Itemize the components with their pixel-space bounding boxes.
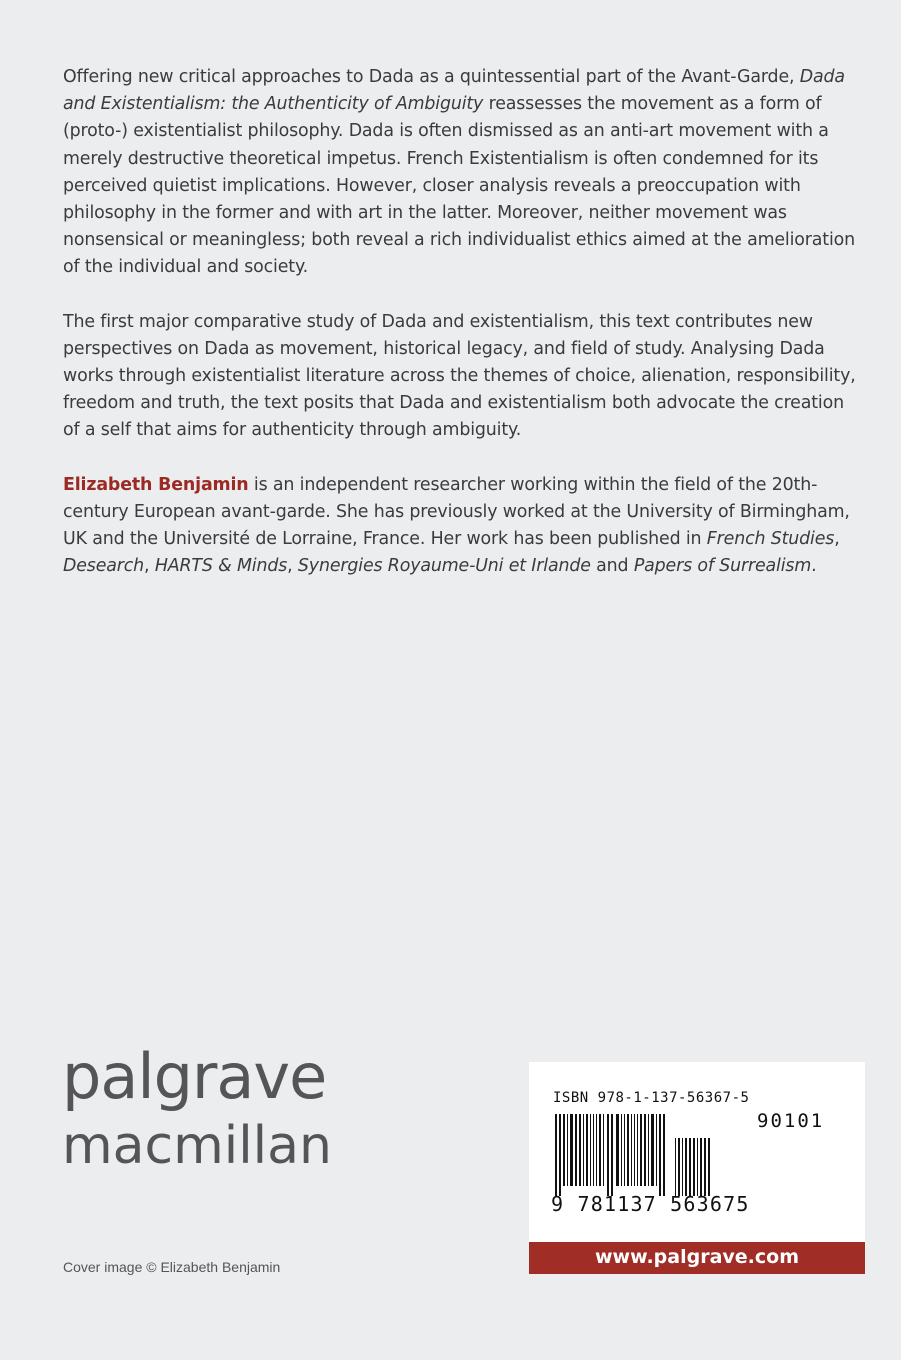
barcode-addon-digits: 90101 <box>757 1110 825 1132</box>
barcode-bar <box>570 1114 573 1186</box>
barcode-bar <box>640 1114 642 1186</box>
publication-title: French Studies <box>706 529 835 550</box>
barcode-bar <box>689 1138 691 1196</box>
barcode-bar <box>624 1114 625 1186</box>
barcode-bar <box>590 1114 591 1186</box>
barcode-bar <box>611 1114 613 1196</box>
barcode-bar <box>603 1114 604 1186</box>
cover-image-credit: Cover image © Elizabeth Benjamin <box>63 1259 281 1275</box>
author-bio <box>63 472 863 581</box>
bio-separator: , <box>287 556 298 577</box>
blurb-text: Offering new critical approaches to Dada as a quintessential part of the Avant-Garde, <box>63 67 800 87</box>
bio-separator: and <box>590 556 634 577</box>
publication-title: Papers of Surrealism <box>633 556 812 577</box>
barcode-bar <box>708 1138 710 1196</box>
barcode-bar <box>700 1138 702 1196</box>
barcode-bar <box>631 1114 632 1186</box>
barcode-panel <box>529 1062 865 1274</box>
barcode-bar <box>563 1114 565 1186</box>
barcode-bar <box>656 1114 657 1186</box>
barcode-bar <box>678 1138 680 1196</box>
barcode-bar <box>593 1114 594 1186</box>
publisher-url: www.palgrave.com <box>529 1242 865 1274</box>
barcode-bar <box>627 1114 629 1186</box>
barcode-bar <box>583 1114 584 1186</box>
barcode-bar <box>659 1114 661 1196</box>
bio-separator: , <box>144 556 155 577</box>
bio-separator: , <box>834 529 840 550</box>
barcode-bar <box>634 1114 635 1186</box>
barcode-bar <box>697 1138 698 1196</box>
barcode-ean-digits: 9 781137 563675 <box>551 1192 750 1216</box>
barcode-bar <box>693 1138 695 1196</box>
barcode-bar <box>579 1114 581 1186</box>
barcode-bar <box>651 1114 654 1186</box>
blurb-paragraph-2: The first major comparative study of Dada and existentialism, this text contributes new perspectives on Dada as movement, historical legacy, and field of study. Analysing Dada works through existentialist literature across the themes of choice, alienation, responsibility, freedom and truth, the text posits that Dada and existentialism both advocate the creation of a self that aims for authenticity through ambiguity. <box>63 311 856 441</box>
barcode-bar <box>648 1114 649 1186</box>
barcode-bar <box>555 1114 557 1196</box>
isbn-label: ISBN 978-1-137-56367-5 <box>553 1090 750 1106</box>
barcode-bar <box>682 1138 683 1196</box>
barcode-bar <box>586 1114 588 1186</box>
back-cover-blurb <box>63 64 863 607</box>
blurb-paragraph-1 <box>63 64 863 282</box>
barcode-bar <box>567 1114 568 1186</box>
barcode-bar <box>575 1114 577 1186</box>
barcode-bar <box>637 1114 638 1186</box>
palgrave-macmillan-logo <box>62 1042 332 1176</box>
barcode-bar <box>599 1114 601 1186</box>
blurb-text: reassesses the movement as a form of (proto-) existentialist philosophy. Dada is often dismissed as an anti-art movement with a merely destructive theoretical impetus. French Existentialism is often condemned for its perceived quietist implications. However, closer analysis reveals a preoccupation with philosophy in the former and with art in the latter. Moreover, neither movement was nonsensical or meaningless; both reveal a rich individualist ethics aimed at the amelioration of the individual and society. <box>63 94 855 278</box>
publication-title: HARTS & Minds <box>154 556 288 577</box>
barcode-bar <box>621 1114 622 1186</box>
barcode-bar <box>596 1114 597 1186</box>
barcode-bar <box>559 1114 561 1196</box>
barcode-bar <box>675 1138 676 1196</box>
publication-title: Desearch <box>63 556 145 577</box>
author-name: Elizabeth Benjamin <box>63 474 249 495</box>
barcode-bar <box>644 1114 646 1186</box>
barcode-bar <box>685 1138 687 1196</box>
publication-title: Synergies Royaume-Uni et Irlande <box>297 556 591 577</box>
barcode-bar <box>616 1114 619 1186</box>
logo-line-macmillan: macmillan <box>62 1116 332 1176</box>
barcode-bar <box>663 1114 665 1196</box>
barcode-bar <box>607 1114 609 1196</box>
book-title: Dada and Existentialism: the Authenticity of Ambiguity <box>63 67 845 115</box>
bio-separator: . <box>811 556 817 577</box>
logo-line-palgrave: palgrave <box>62 1040 327 1113</box>
bio-text: is an independent researcher working within the field of the 20th-century European avant-garde. She has previously worked at the University of Birmingham, UK and the Université de Lorraine, France. Her work has been published in <box>63 474 850 550</box>
barcode-bar <box>704 1138 706 1196</box>
